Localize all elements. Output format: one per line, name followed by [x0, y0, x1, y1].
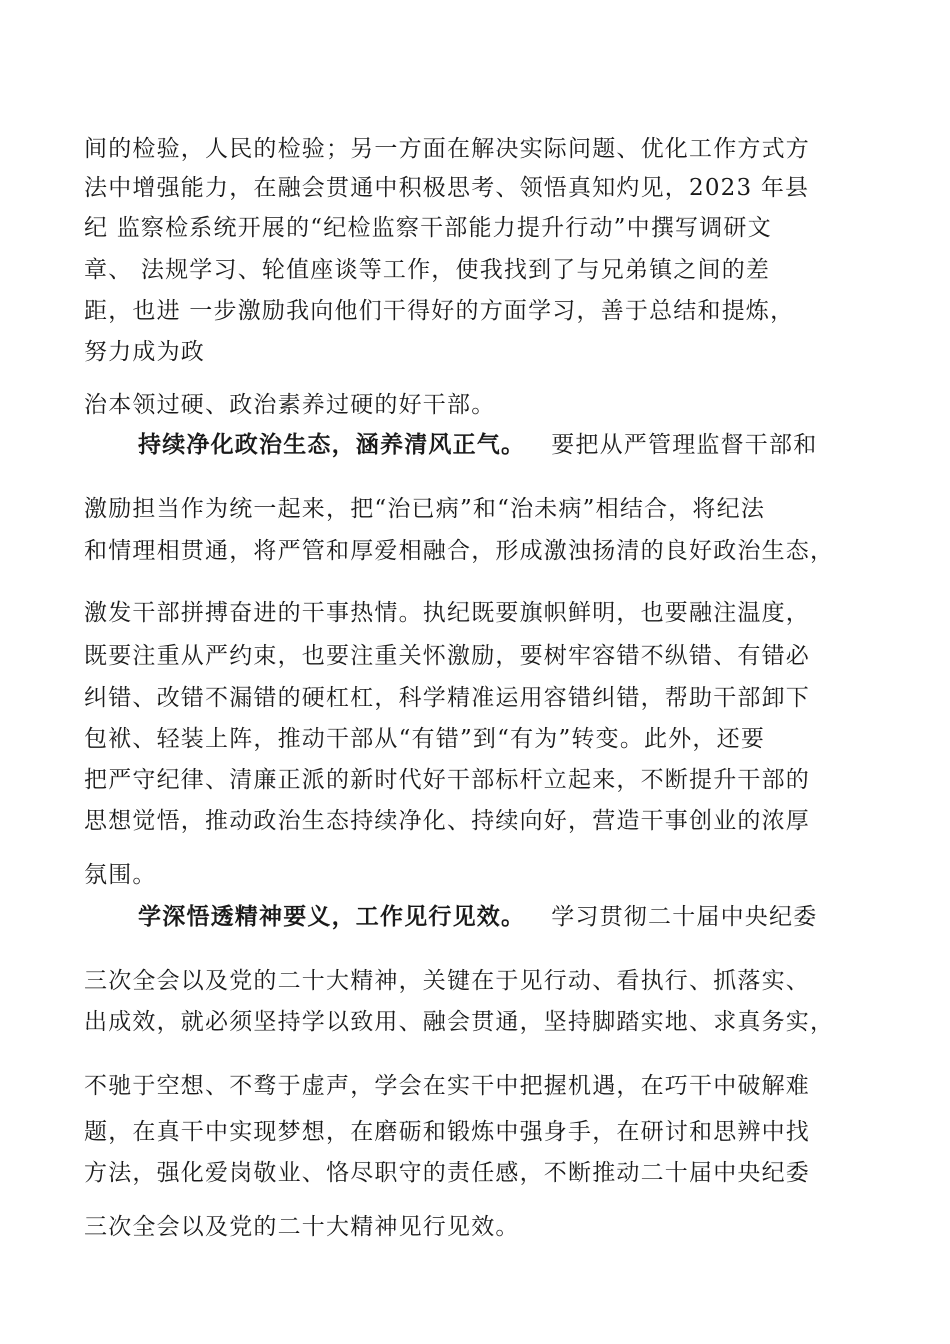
text-line: 氛围。	[84, 862, 157, 888]
text-line: 和情理相贯通，将严管和厚爱相融合，形成激浊扬清的良好政治生态，	[84, 538, 835, 564]
text-line: 不驰于空想、不骛于虚声，学会在实干中把握机遇，在巧干中破解难	[84, 1073, 810, 1099]
section-heading-line	[138, 430, 817, 460]
section-heading-line	[138, 902, 817, 932]
text-line: 纪 监察检系统开展的“纪检监察干部能力提升行动”中撰写调研文	[84, 215, 772, 241]
text-line: 三次全会以及党的二十大精神见行见效。	[84, 1214, 520, 1240]
text-run: 学习贯彻二十届中央纪委	[551, 904, 818, 930]
section-heading: 持续净化政治生态，涵养清风正气。	[138, 431, 526, 458]
text-line: 章、 法规学习、轮值座谈等工作，使我找到了与兄弟镇之间的差	[84, 257, 771, 283]
text-line: 把严守纪律、清廉正派的新时代好干部标杆立起来，不断提升干部的	[84, 767, 810, 793]
text-line: 包袱、轻装上阵，推动干部从“有错”到“有为”转变。此外，还要	[84, 726, 766, 752]
text-line: 方法，强化爱岗敬业、恪尽职守的责任感，不断推动二十届中央纪委	[84, 1160, 810, 1186]
text-line: 间的检验，人民的检验；另一方面在解决实际问题、优化工作方式方	[84, 136, 810, 162]
text-line: 出成效，就必须坚持学以致用、融会贯通，坚持脚踏实地、求真务实，	[84, 1009, 835, 1035]
text-run: 要把从严管理监督干部和	[551, 432, 818, 458]
text-line: 治本领过硬、政治素养过硬的好干部。	[84, 392, 496, 418]
text-line: 法中增强能力，在融会贯通中积极思考、领悟真知灼见，2023 年县	[84, 175, 810, 201]
text-line: 努力成为政	[84, 339, 205, 365]
text-line: 激励担当作为统一起来，把“治已病”和“治未病”相结合，将纪法	[84, 496, 766, 522]
text-line: 激发干部拼搏奋进的干事热情。执纪既要旗帜鲜明，也要融注温度，	[84, 600, 810, 626]
text-line: 三次全会以及党的二十大精神，关键在于见行动、看执行、抓落实、	[84, 968, 810, 994]
text-line: 距，也进 一步激励我向他们干得好的方面学习，善于总结和提炼，	[84, 298, 795, 324]
text-line: 既要注重从严约束，也要注重关怀激励，要树牢容错不纵错、有错必	[84, 643, 810, 669]
text-line: 纠错、改错不漏错的硬杠杠，科学精准运用容错纠错，帮助干部卸下	[84, 685, 810, 711]
text-line: 题，在真干中实现梦想，在磨砺和锻炼中强身手，在研讨和思辨中找	[84, 1119, 810, 1145]
section-heading: 学深悟透精神要义，工作见行见效。	[138, 903, 526, 930]
text-line: 思想觉悟，推动政治生态持续净化、持续向好，营造干事创业的浓厚	[84, 808, 810, 834]
